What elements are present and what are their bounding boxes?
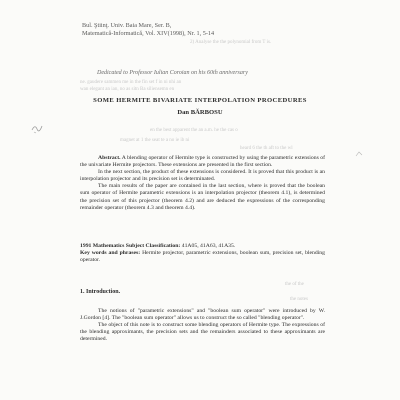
bleed-through-text: heard 6 the th aft to the wl bbox=[240, 146, 293, 151]
journal-line-2: Matematică-Informatică, Vol. XIV(1998), Nr. 1, 5-14 bbox=[82, 29, 215, 37]
keywords-label: Key words and phrases: bbox=[80, 250, 141, 257]
msc-label: 1991 Mathematics Subject Classification: bbox=[80, 243, 181, 249]
bleed-through-text: the of the bbox=[285, 282, 304, 287]
bleed-through-text: the notes bbox=[290, 297, 308, 302]
abstract-paragraph-2: In the next section, the product of these extensions is considered. It is proved that this product is an interpolation projector and its precision set is determinated. bbox=[80, 169, 325, 183]
journal-line-1: Bul. Ştiinţ. Univ. Baia Mare, Ser. B, bbox=[82, 22, 172, 29]
bleed-through-text: ne. gaudere sammen me in the fin set f in ni nhi an bbox=[80, 80, 182, 85]
bleed-through-text: magnet at 1 the seat te a no ie ib ni bbox=[120, 138, 190, 143]
bleed-through-text: 2) Analyse the the polynomial from T is. bbox=[190, 40, 272, 45]
intro-paragraph-2: The object of this note is to construct some blending operators of Hermite type. The expressions of the blending approximants, the precision sets and the remainders associated to these approximants are determined. bbox=[80, 322, 325, 343]
abstract-label: Abstract. bbox=[98, 155, 121, 161]
classification bbox=[80, 243, 325, 264]
section-heading: 1. Introduction. bbox=[80, 289, 121, 295]
abstract-paragraph-3: The main results of the paper are contained in the last section, where is proved that the boolean sum operator of Hermite parametric extensions is an interpolation projector (theorem 4.1), is determined the precision set of this projector (theorem 4.2) and are deduced the expressions of the corresponding remainder operator (theorem 4.3 and theorem 4.4). bbox=[80, 183, 325, 211]
bleed-through-text: en the best apparent the an a.m. he the cas o bbox=[150, 128, 238, 133]
margin-pencil-mark bbox=[30, 121, 44, 135]
dedication: Dedicated to Professor Iulian Coroian on his 60th anniversary bbox=[97, 70, 248, 76]
keywords-value: Hermite projector, parametric extensions, boolean sum, precision set, blending operator. bbox=[80, 250, 325, 264]
intro-paragraph-1: The notions of "parametric extensions" and "boolean sum operator" were introduced by W. J.Gordon [4]. The "boolean sum operator" allows us to construct the so called "blending operator". bbox=[80, 308, 325, 322]
introduction bbox=[80, 308, 325, 343]
paper-author: Dan BĂRBOSU bbox=[177, 109, 223, 116]
bleed-through-text: wan elegant an ian, no as sitn Ba siliensemn en bbox=[80, 87, 175, 92]
abstract bbox=[80, 155, 325, 212]
margin-pencil-mark bbox=[355, 150, 363, 158]
abstract-paragraph-1: A blending operator of Hermite type is constructed by using the parametric extensions of the univariate Hermite projectors. These extensions are presented in the first section. bbox=[80, 155, 326, 169]
msc-value: 41A05, 41A63, 41A35. bbox=[181, 243, 236, 249]
journal-header bbox=[82, 22, 214, 37]
paper-title: SOME HERMITE BIVARIATE INTERPOLATION PROCEDURES bbox=[93, 97, 307, 104]
